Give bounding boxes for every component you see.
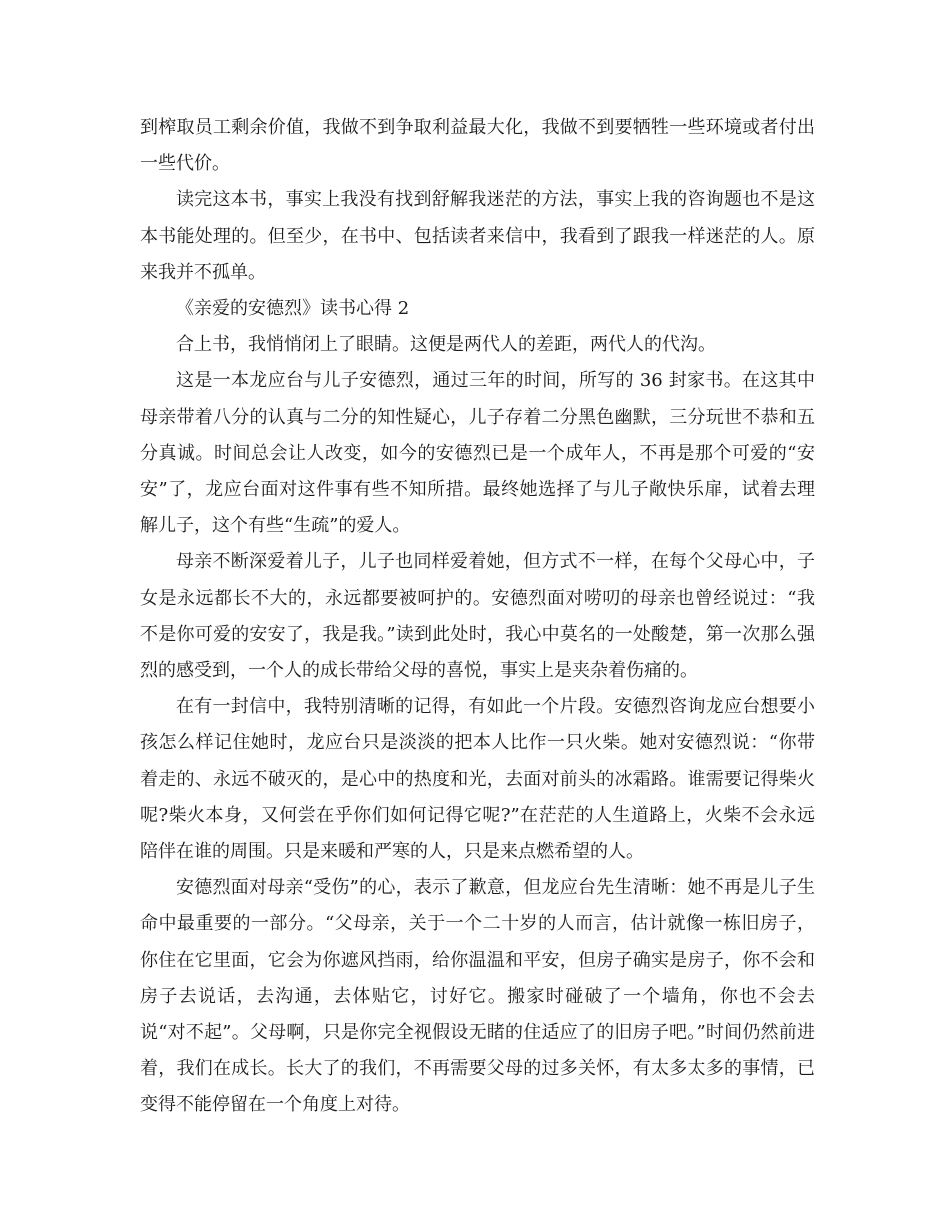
paragraph: 这是一本龙应台与儿子安德烈，通过三年的时间，所写的 36 封家书。在这其中母亲带着八分的认真与二分的知性疑心，儿子存着二分黑色幽默，三分玩世不恭和五分真诚。时间总会让人改变，如今的安德烈已是一个成年人，不再是那个可爱的“安安”了，龙应台面对这件事有些不知所措。最终她选择了与儿子敞快乐扉，试着去理解儿子，这个有些“生疏”的爱人。 bbox=[140, 370, 815, 537]
paragraph: 合上书，我悄悄闭上了眼睛。这便是两代人的差距，两代人的代沟。 bbox=[176, 334, 716, 356]
paragraph: 安德烈面对母亲“受伤”的心，表示了歉意，但龙应台先生清晰：她不再是儿子生命中最重要的一部分。“父母亲，关于一个二十岁的人而言，估计就像一栋旧房子，你住在它里面，它会为你遮风挡雨，给你温温和平安，但房子确实是房子，你不会和房子去说话，去沟通，去体贴它，讨好它。搬家时碰破了一个墙角，你也不会去说“对不起”。父母啊，只是你完全视假设无睹的住适应了的旧房子吧。”时间仍然前进着，我们在成长。长大了的我们，不再需要父母的过多关怀，有太多太多的事情，已变得不能停留在一个角度上对待。 bbox=[140, 877, 815, 1116]
paragraph: 读完这本书，事实上我没有找到舒解我迷茫的方法，事实上我的咨询题也不是这本书能处理的。但至少，在书中、包括读者来信中，我看到了跟我一样迷茫的人。原来我并不孤单。 bbox=[140, 189, 815, 283]
section-heading: 《亲爱的安德烈》读书心得 2 bbox=[176, 298, 410, 320]
paragraph: 在有一封信中，我特别清晰的记得，有如此一个片段。安德烈咨询龙应台想要小孩怎么样记住她时，龙应台只是淡淡的把本人比作一只火柴。她对安德烈说：“你带着走的、永远不破灭的，是心中的热度和光，去面对前头的冰霜路。谁需要记得柴火呢?柴火本身，又何尝在乎你们如何记得它呢?”在茫茫的人生道路上，火柴不会永远陪伴在谁的周围。只是来暖和严寒的人，只是来点燃希望的人。 bbox=[140, 696, 815, 863]
document-body bbox=[140, 110, 815, 1124]
paragraph-continuation: 到榨取员工剩余价值，我做不到争取利益最大化，我做不到要牺牲一些环境或者付出一些代价。 bbox=[140, 117, 815, 175]
paragraph: 母亲不断深爱着儿子，儿子也同样爱着她，但方式不一样，在每个父母心中，子女是永远都长不大的，永远都要被呵护的。安德烈面对唠叨的母亲也曾经说过：“我不是你可爱的安安了，我是我。”读到此处时，我心中莫名的一处酸楚，第一次那么强烈的感受到，一个人的成长带给父母的喜悦，事实上是夹杂着伤痛的。 bbox=[140, 551, 815, 682]
